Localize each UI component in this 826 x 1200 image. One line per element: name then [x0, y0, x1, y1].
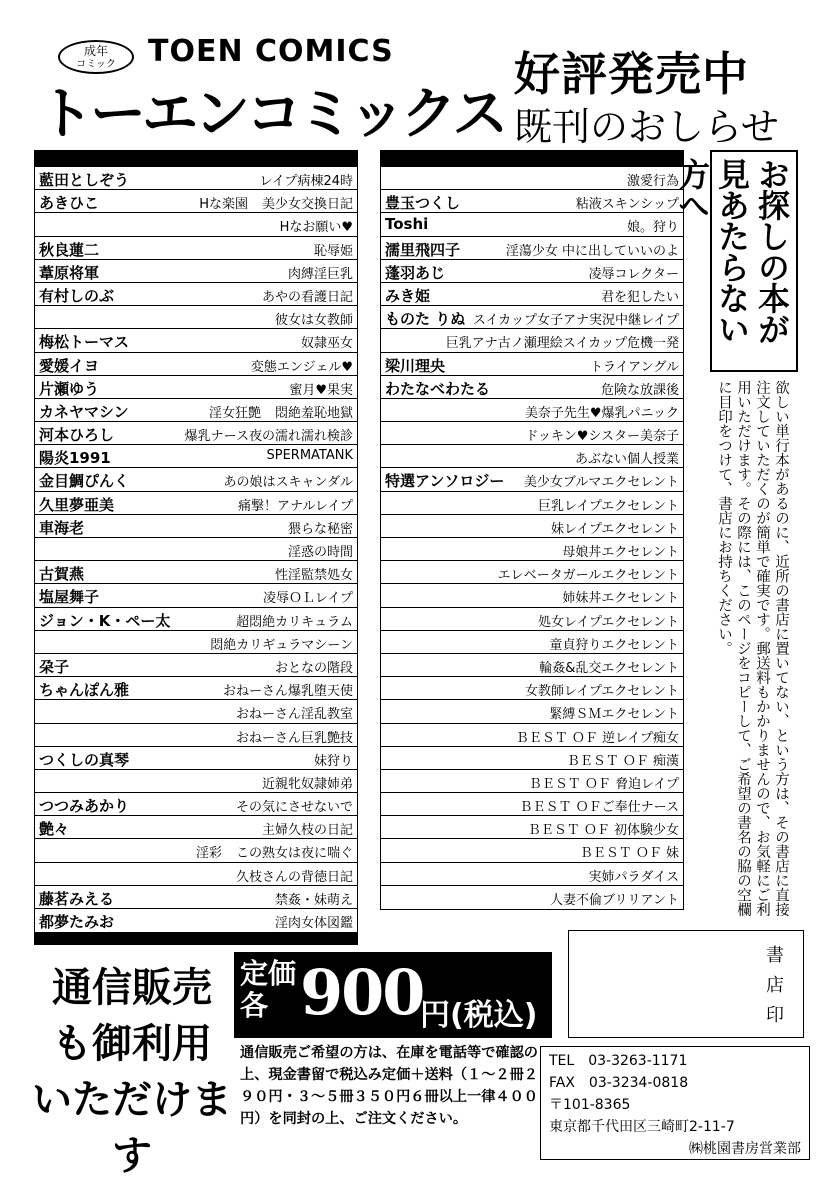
book-titles — [259, 170, 353, 189]
author-name: 片瀬ゆう — [39, 379, 100, 398]
book-titles — [196, 842, 353, 861]
book-title: Hな楽園 — [199, 197, 248, 213]
fax: FAX 03-3234-0818 — [549, 1075, 689, 1091]
book-titles — [275, 912, 353, 931]
table-row — [381, 584, 683, 607]
book-titles — [589, 263, 679, 282]
notice-title-box — [673, 150, 798, 372]
seinen-badge — [58, 40, 134, 74]
author-name: 愛媛イヨ — [39, 356, 100, 375]
left-book-table — [34, 150, 358, 945]
table-row — [35, 793, 357, 816]
notice-title: お探しの本が見あたらない方へ — [673, 158, 791, 344]
author-name: 朶子 — [39, 657, 70, 676]
author-name: Toshi — [385, 215, 429, 234]
table-row — [35, 631, 357, 654]
book-title: 主婦久枝の日記 — [261, 823, 353, 839]
table-row — [35, 468, 357, 491]
author-name: あきひこ — [39, 194, 100, 213]
table-row — [381, 422, 683, 445]
book-title: 美少女交換日記 — [261, 197, 353, 213]
book-title: おねーさん巨乳艶技 — [235, 730, 353, 746]
book-title: おねーさん爆乳堕天使 — [222, 684, 353, 700]
book-titles — [575, 448, 679, 467]
book-titles — [551, 518, 679, 537]
table-row — [381, 654, 683, 677]
table-row — [381, 329, 683, 352]
author-name: 塩屋舞子 — [39, 588, 100, 607]
table-row — [35, 584, 357, 607]
book-titles — [210, 634, 353, 653]
author-name: 陽炎1991 — [39, 449, 111, 468]
table-row — [381, 167, 683, 190]
book-title: 爆乳ナース夜の濡れ濡れ検診 — [184, 429, 353, 445]
book-title: 猥らな秘密 — [287, 521, 353, 537]
author-name: 藤茗みえる — [39, 889, 115, 908]
book-titles — [238, 495, 353, 514]
author-name: 豊玉つくし — [385, 194, 461, 213]
book-titles — [262, 773, 353, 792]
book-titles — [516, 727, 679, 746]
table-row — [35, 816, 357, 839]
book-titles — [236, 703, 353, 722]
book-titles — [224, 471, 353, 490]
table-row — [381, 747, 683, 770]
book-titles — [525, 425, 679, 444]
table-row — [381, 376, 683, 399]
book-title: 激愛行為 — [626, 174, 679, 189]
table-row — [35, 608, 357, 631]
table-row — [381, 863, 683, 886]
book-title: 彼女は女教師 — [274, 313, 353, 329]
book-title: Hなお願い♥ — [279, 220, 353, 236]
price-label-line-1: 定価 — [240, 957, 297, 990]
book-titles — [589, 866, 679, 885]
book-titles — [549, 634, 679, 653]
book-title: 女教師レイプエクセレント — [525, 684, 679, 700]
book-title: 実姉パラダイス — [588, 869, 679, 885]
table-row — [381, 677, 683, 700]
author-name: 梅松トーマス — [39, 333, 130, 352]
book-title: 性淫監禁処女 — [274, 568, 353, 584]
book-titles — [209, 402, 353, 421]
book-titles — [236, 727, 353, 746]
author-name: みき姫 — [385, 286, 431, 305]
book-title: 超悶絶カリキュラム — [236, 614, 353, 630]
book-titles — [525, 402, 679, 421]
book-titles — [314, 240, 353, 259]
book-title: あぶない個人授業 — [574, 452, 679, 468]
price-unit: 円(税込) — [420, 998, 538, 1033]
book-titles — [289, 379, 353, 398]
book-titles — [288, 518, 353, 537]
book-title: 痛撃！アナルレイプ — [238, 498, 353, 514]
book-title: ＢＥＳＴ ＯＦご奉仕ナース — [519, 800, 679, 816]
book-titles — [288, 263, 353, 282]
table-header-bar — [381, 151, 683, 167]
book-title: 奴隷巫女 — [300, 336, 353, 352]
book-title: 肉縛淫巨乳 — [287, 266, 353, 282]
table-header-bar — [35, 151, 357, 167]
book-title: 変態エンジェル♥ — [250, 359, 353, 375]
author-name: 葦原将軍 — [39, 263, 100, 282]
book-titles — [520, 796, 679, 815]
contact-box — [540, 1046, 810, 1160]
book-titles — [288, 541, 353, 560]
price-label-line-2: 各 — [240, 989, 269, 1022]
publisher: ㈱桃園書房営業部 — [689, 1141, 801, 1157]
table-row — [35, 167, 357, 190]
mail-order-line: も御利用 — [52, 1021, 212, 1067]
book-title: あやの看護日記 — [261, 289, 353, 305]
book-titles — [223, 680, 353, 699]
book-titles — [562, 587, 679, 606]
book-titles — [601, 379, 679, 398]
book-titles — [576, 193, 679, 212]
book-title: 悶絶羞恥地獄 — [274, 405, 353, 421]
tel: TEL 03-3263-1171 — [549, 1053, 688, 1069]
table-row — [35, 863, 357, 886]
table-row — [35, 886, 357, 909]
book-titles — [314, 750, 353, 769]
book-title: スイカップ女子アナ実況中継レイプ — [472, 313, 679, 329]
order-instructions: 通信販売ご希望の方は、在庫を電話等で確認の上、現金書留で税込み定価＋送料（１〜２冊２９０円・３〜５冊３５０円６冊以上一律４００円）を同封の上、ご注文ください。 — [240, 1045, 538, 1127]
book-title: 凌辱ＯＬレイプ — [263, 591, 353, 607]
book-title: 君を犯したい — [600, 289, 679, 305]
book-title: 淫肉女体図鑑 — [274, 916, 353, 931]
book-titles — [538, 495, 679, 514]
book-title: 姉妹丼エクセレント — [562, 591, 679, 607]
book-title: ＢＥＳＴ ＯＦ 逆レイプ痴女 — [515, 730, 679, 746]
book-title: 妹レイプエクセレント — [551, 521, 679, 537]
table-row — [35, 839, 357, 862]
author-name: 河本ひろし — [39, 426, 115, 445]
stamp-label: 書店印 — [766, 945, 784, 1026]
author-name: つつみあかり — [39, 797, 130, 816]
table-row — [35, 422, 357, 445]
published-list-heading: 既刊のおしらせ — [514, 105, 779, 149]
table-row — [381, 538, 683, 561]
left-rows — [35, 167, 357, 932]
table-row — [35, 260, 357, 283]
table-row — [35, 770, 357, 793]
book-titles — [275, 889, 353, 908]
book-titles — [506, 240, 679, 259]
book-titles — [549, 703, 679, 722]
book-titles — [236, 866, 353, 885]
address: 東京都千代田区三崎町2-11-7 — [549, 1119, 735, 1135]
book-title: 母娘丼エクセレント — [562, 545, 679, 560]
book-title: 巨乳レイプエクセレント — [538, 498, 679, 514]
book-titles — [524, 471, 679, 490]
book-title: 恥辱姫 — [313, 243, 353, 259]
table-row — [35, 306, 357, 329]
table-row — [381, 886, 683, 909]
table-row — [35, 353, 357, 376]
seinen-label: 成年 — [83, 44, 108, 58]
table-row — [381, 631, 683, 654]
table-row — [35, 909, 357, 932]
book-title: 凌辱コレクター — [588, 266, 679, 282]
book-titles — [301, 332, 353, 351]
book-title: 妹狩り — [313, 753, 353, 769]
book-titles — [538, 611, 679, 630]
table-row — [35, 538, 357, 561]
table-row — [35, 654, 357, 677]
author-name: つくしの真琴 — [39, 750, 130, 769]
book-titles — [236, 611, 353, 630]
book-titles — [528, 819, 679, 838]
author-name: 藍田としぞう — [39, 171, 130, 189]
table-row — [35, 677, 357, 700]
table-row — [35, 329, 357, 352]
book-title: 処女レイプエクセレント — [538, 614, 679, 630]
brand-logo: トーエンコミックス — [38, 82, 505, 147]
book-title: 緊縛ＳＭエクセレント — [549, 707, 679, 723]
author-name: 艶々 — [39, 820, 70, 839]
table-row — [381, 283, 683, 306]
book-titles — [567, 750, 679, 769]
table-row — [381, 468, 683, 491]
table-row — [35, 445, 357, 468]
right-book-table — [380, 150, 684, 910]
table-row — [35, 237, 357, 260]
book-title: おとなの階段 — [274, 660, 353, 676]
table-row — [381, 445, 683, 468]
book-title: ＢＥＳＴ ＯＦ 初体験少女 — [527, 823, 679, 839]
table-row — [381, 353, 683, 376]
author-name: ものた りぬ — [385, 310, 466, 329]
book-title: 近親牝奴隷姉弟 — [261, 776, 353, 792]
book-title: 童貞狩りエクセレント — [549, 637, 679, 653]
book-titles — [275, 309, 353, 328]
right-rows — [381, 167, 683, 909]
book-title: トライアングル — [589, 359, 679, 375]
book-titles — [185, 425, 353, 444]
author-name: 車海老 — [39, 518, 85, 537]
book-titles — [263, 587, 353, 606]
table-row — [35, 747, 357, 770]
table-row — [35, 283, 357, 306]
author-name: 蓬羽あじ — [385, 263, 446, 282]
zip: 〒101-8365 — [549, 1097, 631, 1113]
book-titles — [251, 356, 353, 375]
author-name: ちゃんぽん雅 — [39, 681, 130, 700]
mail-order-line: 通信販売 — [52, 965, 212, 1011]
book-title: 粘液スキンシップ — [575, 197, 679, 213]
book-title: 美少女ブルマエクセレント — [523, 475, 679, 491]
table-row — [381, 190, 683, 213]
price-label — [240, 958, 300, 1022]
book-title: この熟女は夜に喘ぐ — [235, 846, 353, 862]
notice-body: 欲しい単行本があるのに、近所の書店に置いてない、という方は、その書店に直接注文していただくのが簡単で確実です。郵送料もかかりませんので、お気軽にご利用いただけます。その際には、このページをコピーして、ご希望の書名の脇の空欄に目印をつけて、書店にお持ちください。 — [716, 380, 789, 917]
author-name: 秋良蓮二 — [39, 240, 100, 259]
author-name: 梁川理央 — [385, 356, 446, 375]
author-name: 久里夢亜美 — [39, 495, 115, 514]
table-row — [381, 816, 683, 839]
book-titles — [562, 541, 679, 560]
book-title: 美奈子先生♥爆乳パニック — [524, 405, 679, 421]
author-name: 古賀燕 — [39, 565, 85, 584]
book-titles — [280, 216, 353, 235]
book-title: 危険な放課後 — [600, 382, 679, 398]
table-row — [381, 515, 683, 538]
book-titles — [580, 842, 679, 861]
book-titles — [199, 193, 353, 212]
table-row — [35, 190, 357, 213]
toen-comics-english: TOEN COMICS — [148, 34, 394, 69]
author-name: 都夢たみお — [39, 913, 115, 931]
book-titles — [601, 286, 679, 305]
book-title: レイプ病棟24時 — [259, 174, 353, 189]
book-title: 禁姦・妹萌え — [274, 892, 353, 908]
book-title: 輪姦&乱交エクセレント — [539, 660, 679, 676]
book-title: ＢＥＳＴ ＯＦ 脅迫レイプ — [528, 776, 679, 792]
table-row — [381, 306, 683, 329]
author-name: 特選アンソロジー — [385, 472, 505, 491]
table-row — [381, 770, 683, 793]
table-row — [381, 700, 683, 723]
book-title: 巨乳アナ古ノ瀬理絵スイカップ危機一発 — [445, 336, 679, 352]
book-title: 人妻不倫ブリリアント — [550, 892, 679, 908]
table-row — [381, 793, 683, 816]
book-titles — [275, 564, 353, 583]
table-row — [381, 213, 683, 236]
mail-order-banner — [32, 960, 232, 1184]
table-row — [35, 700, 357, 723]
table-row — [35, 561, 357, 584]
book-titles — [498, 564, 679, 583]
book-title: エレベータガールエクセレント — [497, 568, 679, 584]
table-row — [35, 213, 357, 236]
book-title: 淫彩 — [195, 846, 222, 862]
book-titles — [262, 286, 353, 305]
book-titles — [236, 796, 353, 815]
now-on-sale-heading: 好評発売中 — [514, 47, 749, 101]
book-title: あの娘はスキャンダル — [223, 475, 353, 491]
book-title: 淫蕩少女 中に出していいのよ — [505, 243, 679, 259]
table-row — [381, 839, 683, 862]
book-titles — [550, 889, 679, 908]
author-name: カネヤマシン — [39, 402, 129, 421]
table-row — [35, 724, 357, 747]
table-row — [381, 399, 683, 422]
book-title: おねーさん淫乱教室 — [235, 707, 353, 723]
price-value: 900 — [300, 956, 424, 1029]
book-titles — [266, 448, 353, 463]
table-row — [381, 260, 683, 283]
table-row — [381, 724, 683, 747]
table-footer-bar — [35, 932, 357, 944]
book-title: 娘。狩り — [626, 220, 679, 236]
table-row — [381, 561, 683, 584]
book-titles — [446, 332, 679, 351]
book-titles — [529, 773, 679, 792]
table-row — [381, 492, 683, 515]
comic-small-label: コミック — [76, 59, 116, 70]
author-name: 濡里飛四子 — [385, 240, 461, 259]
author-name: 有村しのぶ — [39, 286, 115, 305]
table-row — [35, 492, 357, 515]
book-title: ＢＥＳＴ ＯＦ 妹 — [579, 846, 679, 862]
author-name: 金目鯛ぴんく — [39, 472, 130, 491]
book-title: 淫惑の時間 — [287, 545, 353, 560]
table-row — [381, 608, 683, 631]
book-title: その気にさせないで — [235, 800, 353, 816]
mail-order-line: いただけます — [32, 1077, 232, 1179]
author-name: わたなべわたる — [385, 379, 491, 398]
book-title: 蜜月♥果実 — [289, 382, 353, 398]
book-title: ＢＥＳＴ ＯＦ 痴漢 — [566, 753, 679, 769]
table-row — [35, 376, 357, 399]
table-row — [35, 515, 357, 538]
author-name: ジョン・K・ペー太 — [39, 611, 171, 630]
book-titles — [539, 657, 679, 676]
book-titles — [525, 680, 679, 699]
book-titles — [473, 309, 679, 328]
table-row — [381, 237, 683, 260]
book-title: 淫女狂艶 — [208, 405, 261, 421]
book-title: 久枝さんの背徳日記 — [235, 869, 353, 885]
book-title: ドッキン♥シスター美奈子 — [525, 429, 679, 445]
bookstore-stamp-box — [568, 930, 804, 1038]
table-row — [35, 399, 357, 422]
book-title: 悶絶カリギュラマシーン — [210, 637, 353, 653]
book-titles — [262, 819, 353, 838]
book-titles — [275, 657, 353, 676]
book-titles — [590, 356, 679, 375]
book-title: SPERMATANK — [266, 448, 353, 464]
